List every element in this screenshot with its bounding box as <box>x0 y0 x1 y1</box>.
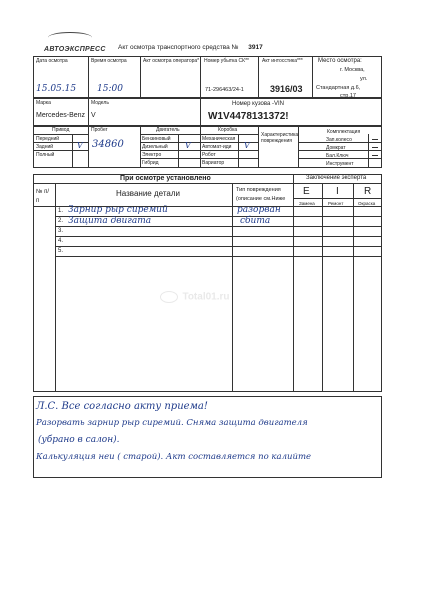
engine-option-electric: Электро <box>142 152 162 158</box>
engine-option-hybrid: Гибрид <box>142 160 159 166</box>
complect-label: Комплектация <box>327 129 361 135</box>
gearbox-option-cvt: Вариатор <box>202 160 225 166</box>
document-title <box>118 44 263 51</box>
mileage-value: 34860 <box>92 139 124 150</box>
row-1-damage-type: разорван <box>237 205 281 215</box>
brand-value: Mercedes-Benz <box>36 112 86 119</box>
row-number-3: 3. <box>58 228 64 234</box>
date-value: 15.05.15 <box>36 84 77 94</box>
engine-label: Двигатель <box>156 127 180 133</box>
col-num-header: № п/п <box>36 189 50 204</box>
row-number-1: 1. <box>58 208 64 214</box>
watermark-logo-icon <box>160 291 178 303</box>
act-label: Акт интосстика*** <box>262 58 303 64</box>
loss-value: 71-296463/24-1 <box>205 87 244 93</box>
notes-line-1: Л.С. Все согласно акту приема! <box>36 401 208 412</box>
col-sub-paint: Окраска <box>358 201 376 206</box>
date-label: Дата осмотра <box>36 58 68 64</box>
row-number-2: 2. <box>58 218 64 224</box>
col-type-header: Тип повреждения (описание см.Ниже <box>236 187 286 202</box>
expert-title: Заключение эксперта <box>306 175 367 181</box>
drive-check-rear: V <box>77 141 83 150</box>
mileage-label: Пробег <box>91 127 108 133</box>
gearbox-option-manual: Механическая <box>202 136 236 142</box>
gearbox-option-robot: Робот <box>202 152 216 158</box>
place-label: Место осмотра: <box>318 58 362 64</box>
place-line-3: Стандартная д.6, <box>316 85 361 91</box>
model-label: Модель <box>91 100 109 106</box>
col-letter-r: R <box>364 186 372 197</box>
notes-line-2: Разорвать зарнир рыр сиремий. Сняма защита двигателя <box>36 418 308 428</box>
place-line-2: ул. <box>360 76 368 82</box>
engine-check-diesel: V <box>185 141 191 150</box>
damage-char-label: Характеристика повреждения <box>261 132 299 144</box>
complect-dash-1 <box>372 139 378 140</box>
notes-line-3: (убрано в салон). <box>38 435 120 445</box>
row-2-part-name: Защита двигата <box>68 216 152 226</box>
complect-item-spare: Зап.колесо <box>326 137 352 143</box>
row-2-damage-type: сбита <box>240 216 271 226</box>
row-number-5: 5. <box>58 248 64 254</box>
drive-option-rear: Задний <box>36 144 54 150</box>
section-title: При осмотре установлено <box>120 175 211 182</box>
engine-option-diesel: Дизельный <box>142 144 168 150</box>
col-letter-e: E <box>303 186 310 197</box>
row-1-part-name: Зарнир рыр сиремий <box>68 205 168 215</box>
engine-option-petrol: Бензиновый <box>142 136 171 142</box>
notes-line-4: Калькуляция неи ( старой). Акт составляется по калийте <box>36 452 312 462</box>
row-number-4: 4. <box>58 238 64 244</box>
complect-dash-3 <box>372 155 378 156</box>
act-value: 3916/03 <box>270 84 303 94</box>
logo-text: АВТОЭКСПРЕСС <box>44 46 106 53</box>
title-text: Акт осмотра транспортного средства № <box>118 44 239 51</box>
drive-label: Привод <box>52 127 70 133</box>
drive-option-front: Передний <box>36 136 60 142</box>
watermark <box>160 288 230 306</box>
model-value: V <box>91 112 96 119</box>
watermark-text: Total01.ru <box>182 291 230 303</box>
complect-dash-2 <box>372 147 378 148</box>
loss-label: Номер убытка СК** <box>204 58 249 64</box>
gearbox-check-auto: V <box>244 141 250 150</box>
logo-arc-icon <box>48 32 92 43</box>
gearbox-label: Коробка <box>218 127 238 133</box>
time-label: Время осмотра <box>91 58 127 64</box>
drive-option-awd: Полный <box>36 152 55 158</box>
col-sub-replace: Замена <box>299 201 315 206</box>
operator-label: Акт осмотра оператора* <box>143 58 200 64</box>
place-line-4: стр.17 <box>340 93 356 99</box>
act-number: 3917 <box>248 44 263 51</box>
brand-label: Марка <box>36 100 51 106</box>
vin-value: W1V4478131372! <box>208 111 289 122</box>
place-line-1: г. Москва, <box>340 67 365 73</box>
complect-item-wrench: Бал.Ключ <box>326 153 349 159</box>
time-value: 15:00 <box>97 84 123 94</box>
complect-item-tools: Инструмент <box>326 161 354 167</box>
col-name-header: Название детали <box>116 189 180 198</box>
col-letter-i: I <box>336 186 339 197</box>
col-sub-repair: Ремонт <box>328 201 344 206</box>
gearbox-option-auto: Автомат-иди <box>202 144 232 150</box>
brand-logo <box>44 38 106 56</box>
vin-label: Номер кузова -VIN <box>232 101 284 107</box>
complect-item-jack: Домкрат <box>326 145 346 151</box>
